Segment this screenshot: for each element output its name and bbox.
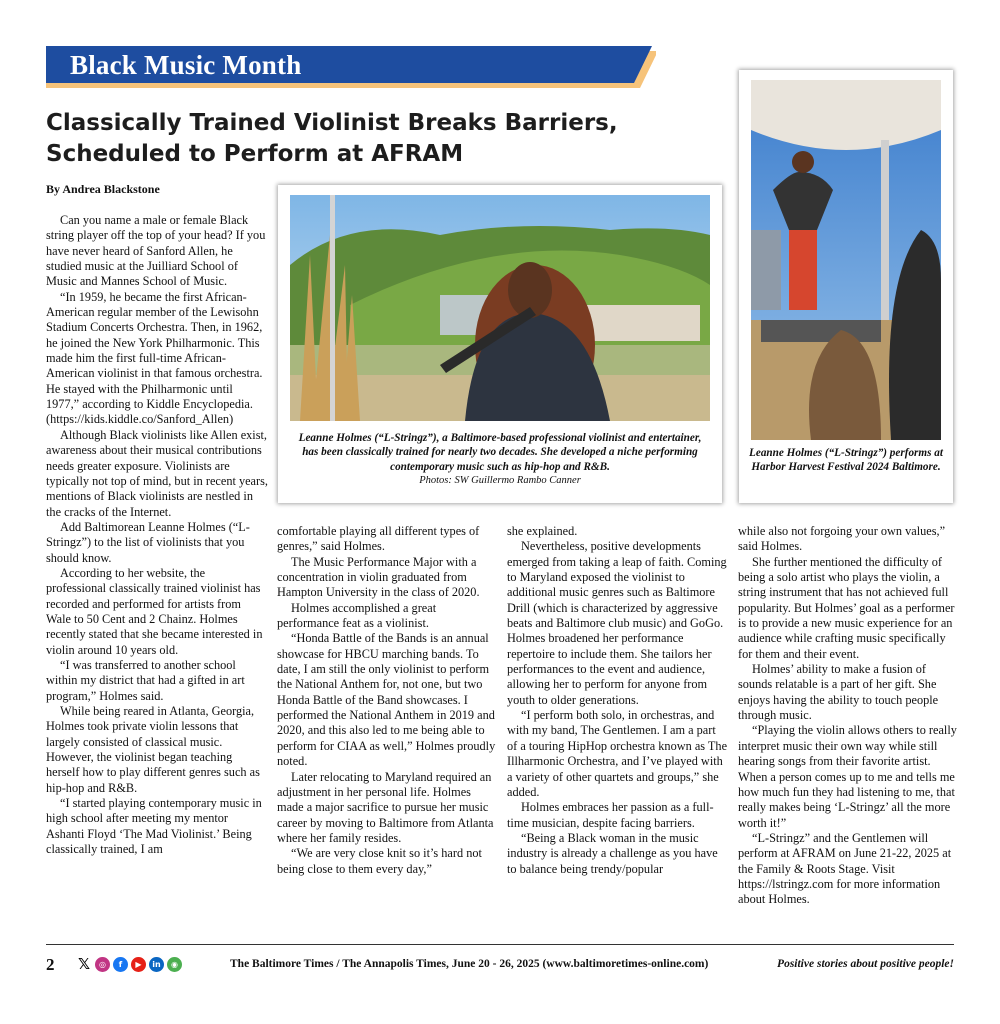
article-column-4 (738, 524, 960, 908)
footer-divider (46, 944, 954, 945)
section-banner (46, 46, 654, 88)
paragraph: Although Black violinists like Allen exist, awareness about their musical contributions needs greater exposure. Violinists are typically not top of mind, but in recent years, mentions of Black violinists are nestled in the cracks of the Internet. (46, 427, 268, 519)
social-icons (76, 955, 182, 973)
photo-caption: Leanne Holmes (“L-Stringz”) performs at Harbor Harvest Festival 2024 Baltimore. (749, 447, 943, 474)
paragraph: “I was transferred to another school within my district that had a gifted in art program,” Holmes said. (46, 657, 245, 703)
slogan: Positive stories about positive people! (777, 958, 954, 970)
youtube-icon[interactable]: ▶ (131, 957, 146, 972)
paragraph: The Music Performance Major with a concentration in violin graduated from Hampton University in the class of 2020. (277, 554, 480, 600)
paragraph: She further mentioned the difficulty of being a solo artist who plays the violin, a string instrument that has not achieved full popularity. But Holmes’ goal as a performer is to provide a new music experience for an audience while crafting music specifically for them and their event. (738, 554, 955, 661)
paragraph: comfortable playing all different types of genres,” said Holmes. (277, 524, 480, 554)
publication-info: The Baltimore Times / The Annapolis Times, June 20 - 26, 2025 (www.baltimoretimes-online.com) (230, 958, 709, 970)
paragraph: Add Baltimorean Leanne Holmes (“L-Stringz”) to the list of violinists that you should know. (46, 519, 250, 565)
paragraph: Nevertheless, positive developments emerged from taking a leap of faith. Coming to Maryland exposed the violinist to additional music genres such as Baltimore Drill (which is characterized by aggressive beats and Baltimore club music) and GoGo. Holmes broadened her performance repertoire to include them. She tailors her performances to the event and audience, allowing her to perform for anyone from youth to older generations. (507, 539, 727, 707)
page-number: 2 (46, 955, 55, 974)
paragraph: Holmes accomplished a great performance feat as a violinist. (277, 600, 437, 631)
paragraph: According to her website, the professional classically trained violinist has recorded and performed for artists from Wale to 50 Cent and 2 Chainz. Holmes recently stated that she became interested in violin around 10 years old. (46, 565, 263, 657)
paragraph: “Being a Black woman in the music industry is already a challenge as you have to balance being trendy/popular (507, 830, 718, 876)
paragraph: Holmes embraces her passion as a full-time musician, despite facing barriers. (507, 800, 714, 830)
paragraph: she explained. (507, 524, 578, 538)
facebook-icon[interactable]: f (113, 957, 128, 972)
paragraph: “Honda Battle of the Bands is an annual showcase for HBCU marching bands. To date, I am still the only violinist to perform the National Anthem for, not one, but two Honda Battle of the Band showcases. I performed the National Anthem in 2019 and 2020, and this also led to me being able to perform for CIAA as well,” Holmes proudly noted. (277, 631, 496, 769)
section-title: Black Music Month (70, 50, 302, 80)
paragraph: “I started playing contemporary music in high school after meeting my mentor Ashanti Floyd ‘The Mad Violinist.’ Being classically trained, I am (46, 796, 262, 857)
article-column-3 (507, 524, 729, 877)
instagram-icon[interactable]: ◎ (95, 957, 110, 972)
article-column-2 (277, 524, 499, 877)
linkedin-icon[interactable]: in (149, 957, 164, 972)
paragraph: “We are very close knit so it’s hard not being close to them every day,” (277, 846, 482, 876)
caption-text: Leanne Holmes (“L-Stringz”), a Baltimore-based professional violinist and entertainer, has been classically trained for nearly two decades. She developed a niche performing contemporary music such as hip-hop and R&B. (298, 432, 702, 473)
stage-photo-image (751, 80, 941, 440)
paragraph: While being reared in Atlanta, Georgia, Holmes took private violin lessons that largely consisted of classical music. However, the violinist began teaching herself how to play different genres such as hip-hop and R&B. (46, 704, 260, 795)
rss-icon[interactable]: ◉ (167, 957, 182, 972)
photo-credit: Photos: SW Guillermo Rambo Canner (419, 475, 581, 487)
violinist-photo-image (290, 195, 710, 421)
paragraph: Holmes’ ability to make a fusion of sounds relatable is a part of her gift. She enjoys having the ability to touch people through music. (738, 662, 939, 723)
article-column-1 (46, 213, 268, 857)
paragraph: while also not forgoing your own values,” said Holmes. (738, 524, 946, 554)
photo-violinist-stage (739, 70, 953, 503)
article-headline: Classically Trained Violinist Breaks Barriers, Scheduled to Perform at AFRAM (46, 110, 618, 167)
photo-violinist-outdoor (278, 185, 722, 503)
paragraph: Can you name a male or female Black string player off the top of your head? If you have never heard of Sanford Allen, he studied music at the Juilliard School of Music and Mannes School of Music. (46, 213, 266, 289)
paragraph: “Playing the violin allows others to really interpret music their own way while still hearing songs from their favorite artist. When a person comes up to me and tells me how much fun they had listening to me, that really makes being ‘L-Stringz’ all the more worth it!” (738, 723, 957, 830)
byline: By Andrea Blackstone (46, 182, 160, 196)
paragraph: “L-Stringz” and the Gentlemen will perform at AFRAM on June 21-22, 2025 at the Family & Roots Stage. Visit https://lstringz.com for more information about Holmes. (738, 830, 952, 907)
photo-caption (290, 431, 710, 489)
paragraph: “In 1959, he became the first African-American regular member of the Lewisohn Stadium Concerts Orchestra. Then, in 1962, he joined the New York Philharmonic. This made him the first full-time African-American violinist in that famous orchestra. He stayed with the Philharmonic until 1977,” according to Kiddle Encyclopedia. (https://kids.kiddle.co/Sanford_Allen) (46, 289, 263, 427)
paragraph: “I perform both solo, in orchestras, and with my band, The Gentlemen. I am a part of a touring HipHop orchestra known as The Illharmonic Orchestra, and I’ve played with a variety of other quartets and groups,” she added. (507, 708, 728, 799)
paragraph: Later relocating to Maryland required an adjustment in her personal life. Holmes made a major sacrifice to pursue her music career by moving to Baltimore from Atlanta where her family resides. (277, 769, 494, 845)
x-icon[interactable]: 𝕏 (77, 955, 91, 973)
